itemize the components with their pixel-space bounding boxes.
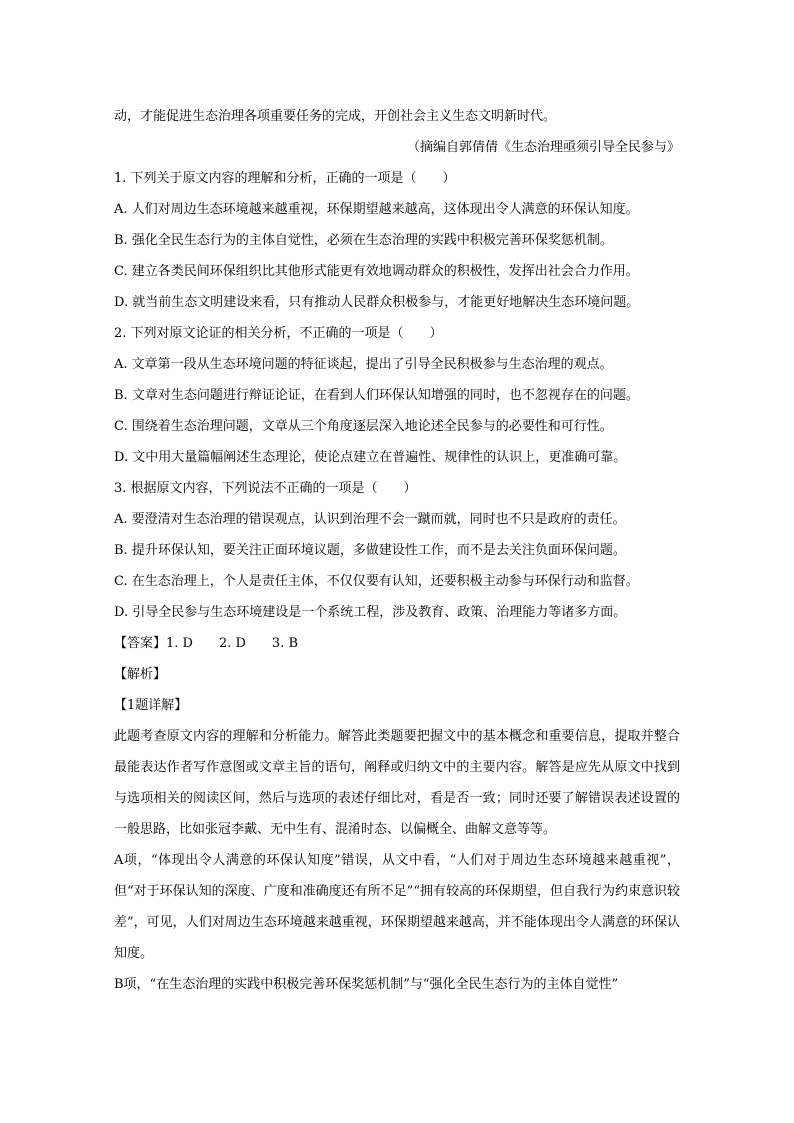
question-1: 1. 下列关于原文内容的理解和分析，正确的一项是（ ） xyxy=(114,171,456,186)
question-3-option-a: A. 要澄清对生态治理的错误观点，认识到治理不会一蹴而就，同时也不只是政府的责任。 xyxy=(114,512,626,527)
question-3-option-d: D. 引导全民参与生态环境建设是一个系统工程，涉及教育、政策、治理能力等诸多方面。 xyxy=(114,605,627,620)
question-1-option-d: D. 就当前生态文明建设来看，只有推动人民群众积极参与，才能更好地解决生态环境问题。 xyxy=(114,295,640,310)
option-b-explanation: B项，“在生态治理的实践中积极完善环保奖惩机制”与“强化全民生态行为的主体自觉性” xyxy=(114,977,619,992)
answer-line: 【答案】1. D 2. D 3. B xyxy=(114,636,299,651)
analysis-paragraph: 此题考查原文内容的理解和分析能力。解答此类题要把握文中的基本概念和重要信息，提取并整合最能表达作者写作意图或文章主旨的语句，阐释或归纳文中的主要内容。解答是应先从原文中找到与选项相关的阅读区间，然后与选项的表述仔细比对，看是否一致；同时还要了解错误表述设置的一般思路，比如张冠李戴、无中生有、混淆时态、以偏概全、曲解文意等等。 xyxy=(114,729,680,837)
question-1-option-c: C. 建立各类民间环保组织比其他形式能更有效地调动群众的积极性，发挥出社会合力作用。 xyxy=(114,264,639,279)
document-body xyxy=(114,101,680,1000)
question-1-option-a: A. 人们对周边生态环境越来越重视，环保期望越来越高，这体现出令人满意的环保认知度。 xyxy=(114,202,639,217)
source-citation: （摘编自郭倩倩《生态治理亟须引导全民参与》 xyxy=(406,140,680,155)
question-2-option-b: B. 文章对生态问题进行辩证论证，在看到人们环保认知增强的同时，也不忽视存在的问题。 xyxy=(114,388,639,403)
option-a-explanation: A项，“体现出令人满意的环保认知度”错误，从文中看，“人们对于周边生态环境越来越重视”，但“对于环保认知的深度、广度和准确度还有所不足”“拥有较高的环保期望，但自我行为约束意识较差”，可见，人们对周边生态环境越来越重视，环保期望越来越高，并不能体现出令人满意的环保认知度。 xyxy=(114,853,680,961)
question-3-option-c: C. 在生态治理上，个人是责任主体，不仅仅要有认知，还要积极主动参与环保行动和监督。 xyxy=(114,574,639,589)
question-1-detail-heading: 【1题详解】 xyxy=(114,698,188,713)
text-line: 动，才能促进生态治理各项重要任务的完成，开创社会主义生态文明新时代。 xyxy=(114,109,557,124)
question-2-option-c: C. 围绕着生态治理问题，文章从三个角度逐层深入地论述全民参与的必要性和可行性。 xyxy=(114,419,613,434)
question-2-option-a: A. 文章第一段从生态环境问题的特征谈起，提出了引导全民积极参与生态治理的观点。 xyxy=(114,357,613,372)
question-2: 2. 下列对原文论证的相关分析，不正确的一项是（ ） xyxy=(114,326,443,341)
question-1-option-b: B. 强化全民生态行为的主体自觉性，必须在生态治理的实践中积极完善环保奖惩机制。 xyxy=(114,233,613,248)
question-3: 3. 根据原文内容，下列说法不正确的一项是（ ） xyxy=(114,481,417,496)
question-3-option-b: B. 提升环保认知，要关注正面环境议题，多做建设性工作，而不是去关注负面环保问题。 xyxy=(114,543,626,558)
question-2-option-d: D. 文中用大量篇幅阐述生态理论，使论点建立在普遍性、规律性的认识上，更准确可靠。 xyxy=(114,450,627,465)
analysis-heading: 【解析】 xyxy=(114,667,167,682)
